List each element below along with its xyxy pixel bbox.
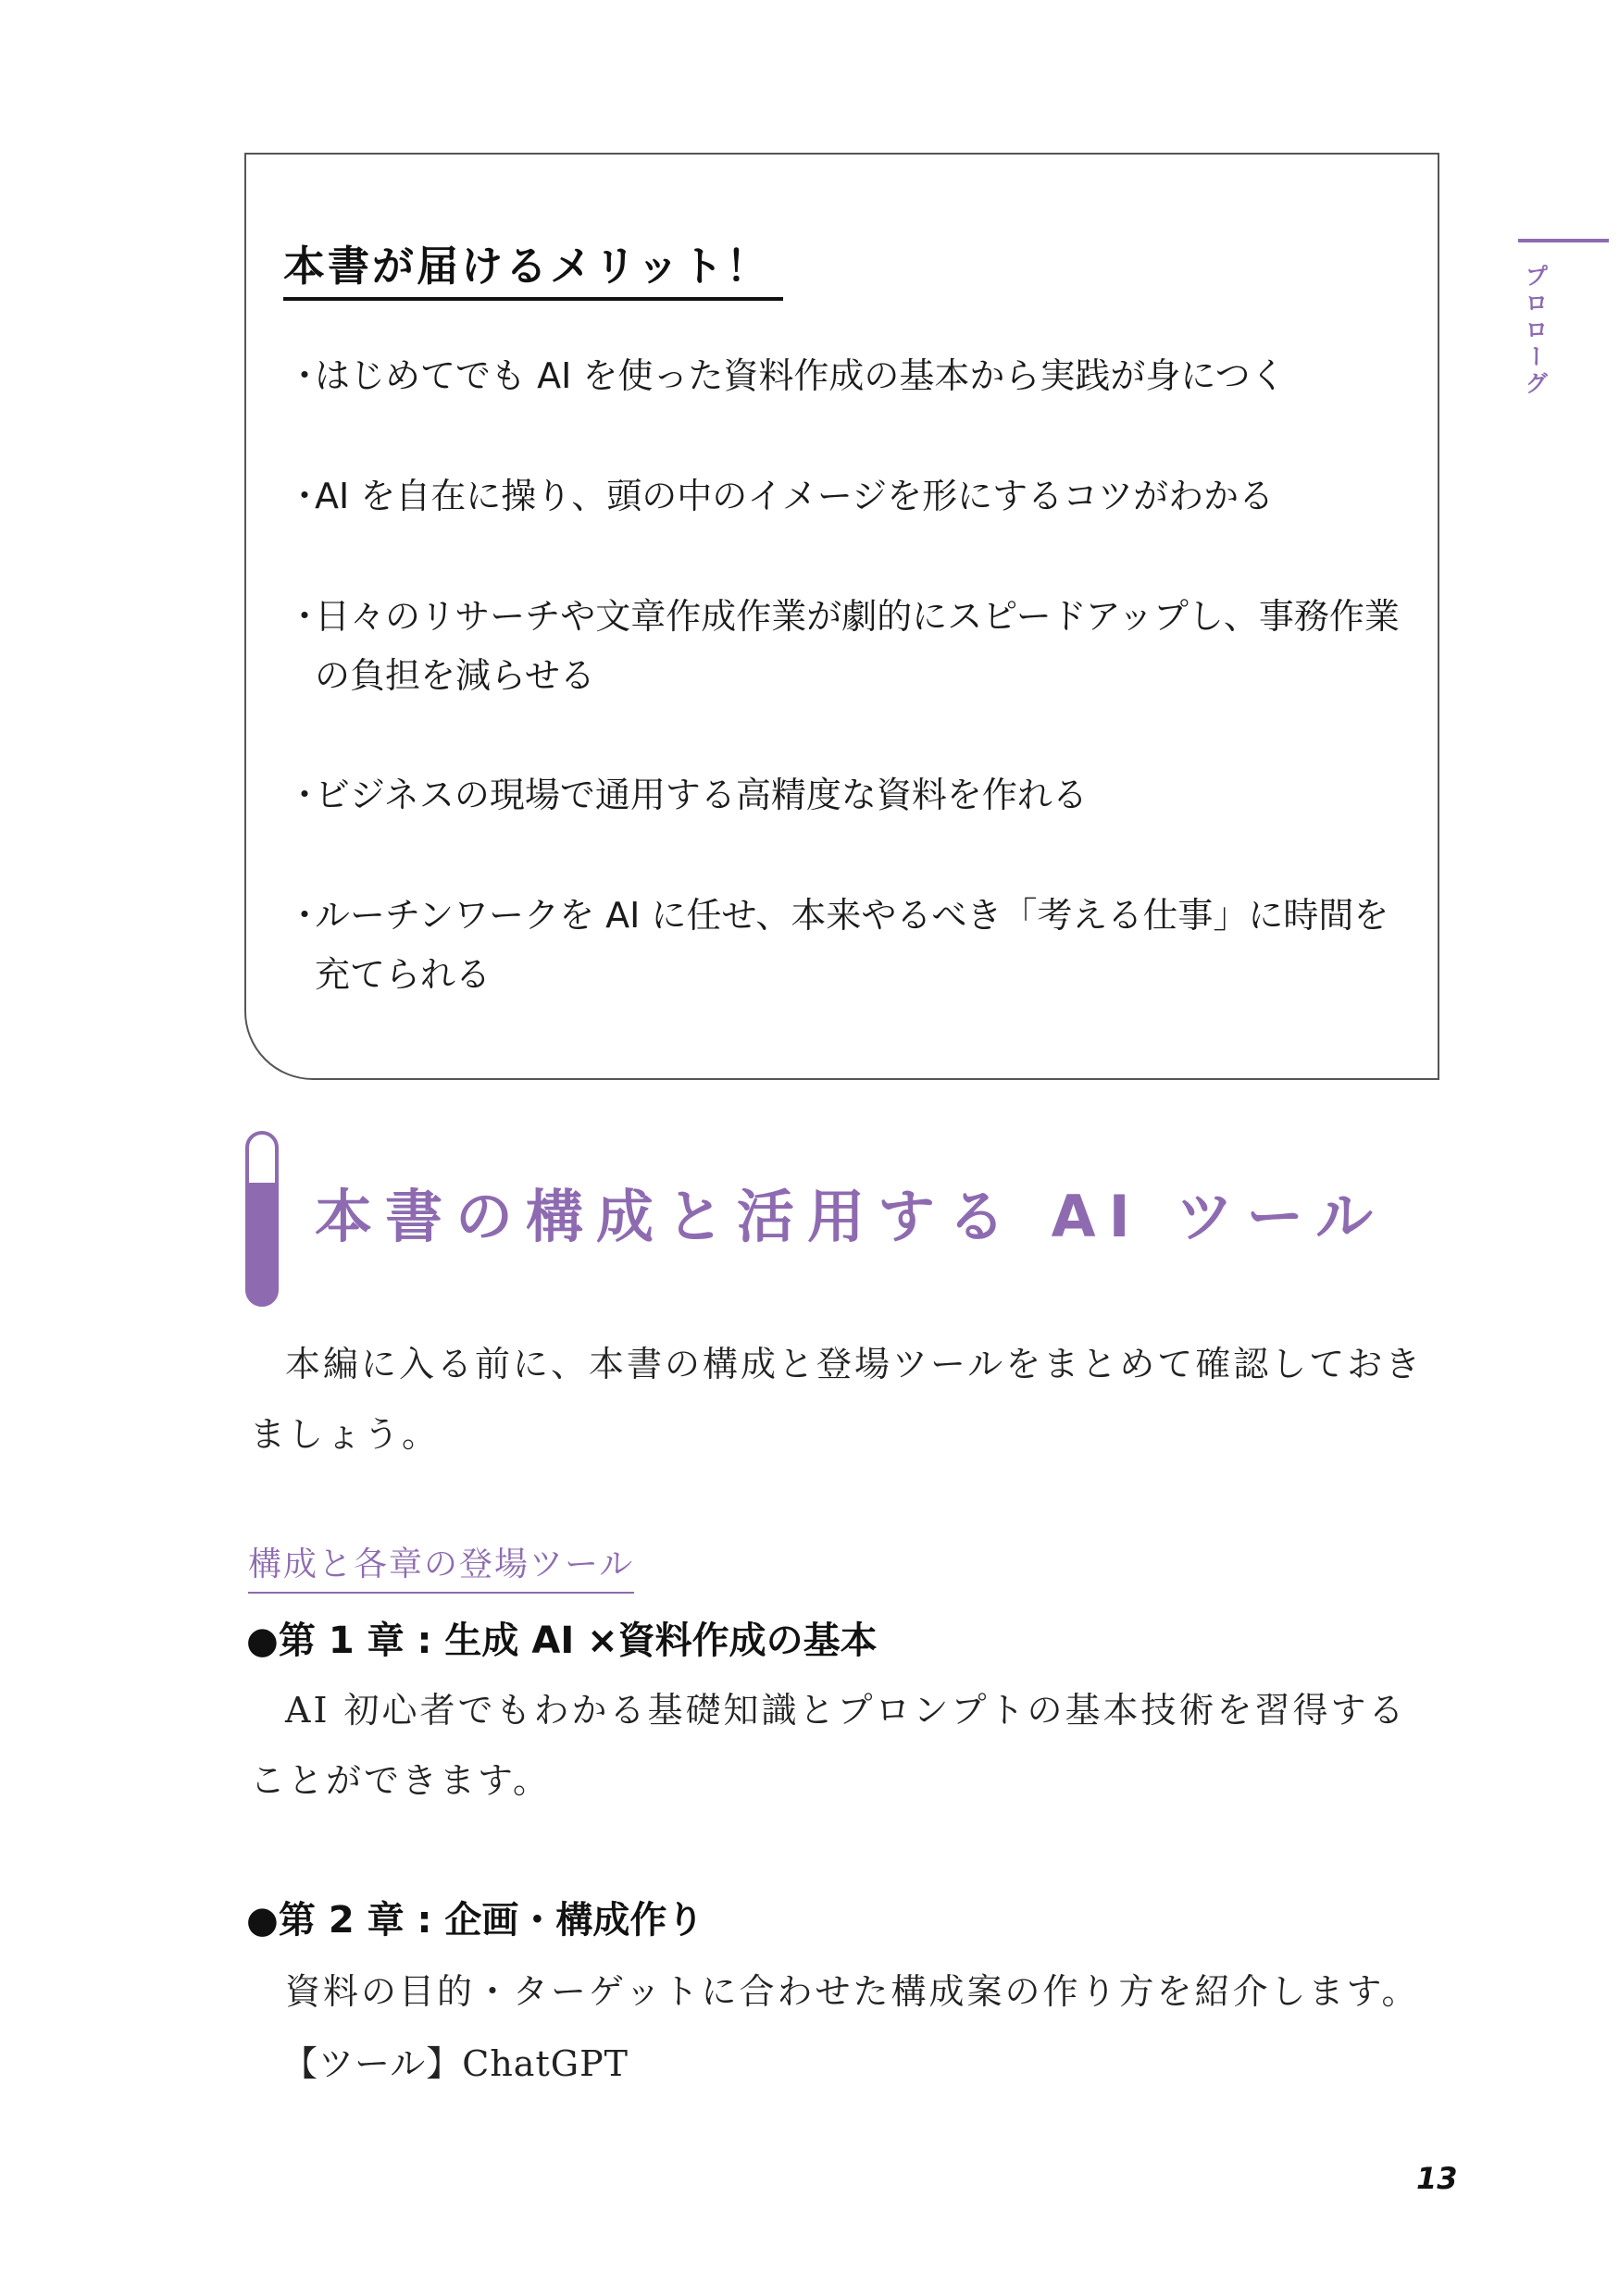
bullet-dot: ・	[287, 476, 323, 516]
chapter-2-text: 資料の目的・ターゲットに合わせた構成案の作り方を紹介します。	[285, 1971, 1420, 2012]
bullet-dot: ・	[287, 596, 323, 637]
merit-box-title: 本書が届けるメリット！	[283, 240, 783, 301]
side-tab-divider	[1518, 239, 1609, 242]
merit-item-text: 日々のリサーチや文章作成作業が劇的にスピードアップし、事務作業の負担を減らせる	[315, 596, 1400, 696]
section-heading-bar	[245, 1131, 279, 1307]
sub-heading: 構成と各章の登場ツール	[248, 1542, 634, 1594]
merit-item	[283, 765, 1403, 825]
section-heading: 本書の構成と活用する AI ツール	[315, 1183, 1386, 1250]
chapter-2-tool: 【ツール】ChatGPT	[282, 2043, 629, 2084]
bullet-dot: ・	[287, 895, 323, 936]
merit-item-text: AI を自在に操り、頭の中のイメージを形にするコツがわかる	[315, 476, 1275, 516]
chapter-2-heading: ●第 2 章 : 企画・構成作り	[246, 1899, 704, 1942]
chapter-1-heading: ●第 1 章 : 生成 AI ×資料作成の基本	[246, 1620, 878, 1662]
merit-box	[244, 153, 1439, 1080]
bullet-dot: ・	[287, 775, 323, 815]
side-tab-label: プロローグ	[1522, 264, 1549, 398]
merit-item-text: ビジネスの現場で通用する高精度な資料を作れる	[315, 775, 1088, 815]
merit-item	[283, 346, 1403, 405]
merit-item	[283, 886, 1403, 1004]
merit-item	[283, 466, 1403, 526]
chapter-1-text: AI 初心者でもわかる基礎知識とプロンプトの基本技術を習得することができます。	[250, 1690, 1407, 1801]
bullet-dot: ・	[287, 355, 323, 396]
merit-item-text: ルーチンワークを AI に任せ、本来やるべき「考える仕事」に時間を充てられる	[315, 895, 1389, 995]
merit-item-text: はじめてでも AI を使った資料作成の基本から実践が身につく	[315, 355, 1286, 396]
merit-item	[283, 587, 1403, 705]
page-number: 13	[1416, 2161, 1458, 2196]
intro-paragraph: 本編に入る前に、本書の構成と登場ツールをまとめて確認しておきましょう。	[250, 1344, 1424, 1455]
